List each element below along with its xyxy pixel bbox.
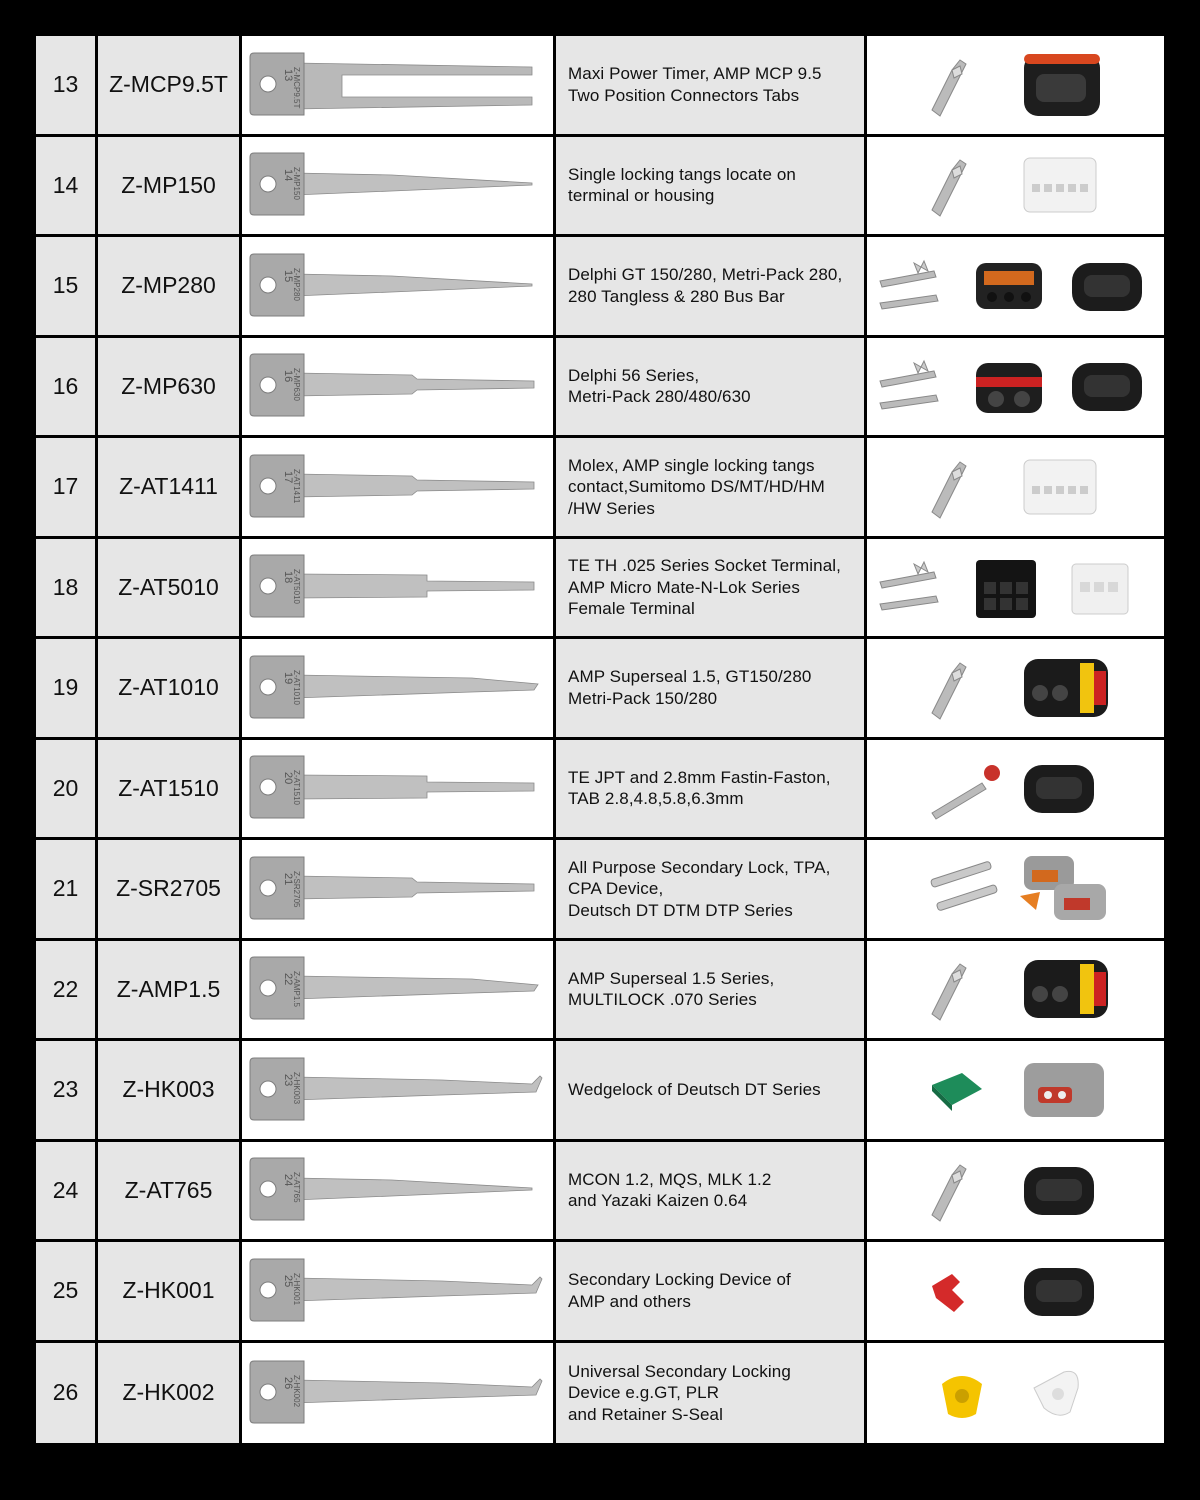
black-connector-orange-icon — [1024, 54, 1100, 116]
black-connector-icon — [1024, 765, 1094, 813]
connector-images — [867, 941, 1164, 1039]
table-row — [36, 137, 1164, 238]
extraction-tool-icon — [242, 145, 550, 225]
tool-number: 26 — [36, 1343, 98, 1444]
black-connector-icon — [1072, 263, 1142, 311]
tool-code: Z-MP630 — [98, 338, 242, 436]
description-line: TE JPT and 2.8mm Fastin-Faston, — [568, 767, 831, 787]
svg-text:Z-MCP9.5T: Z-MCP9.5T — [292, 66, 301, 109]
svg-text:Z-AT5010: Z-AT5010 — [292, 569, 301, 605]
description-line: MCON 1.2, MQS, MLK 1.2 — [568, 1169, 772, 1189]
description-line: All Purpose Secondary Lock, TPA, — [568, 857, 831, 877]
svg-text:25: 25 — [282, 1274, 294, 1287]
green-wedgelock-icon — [932, 1073, 982, 1111]
tool-number: 19 — [36, 639, 98, 737]
tool-number: 20 — [36, 740, 98, 838]
tool-image — [242, 1343, 556, 1444]
deutsch-connectors-icon — [1020, 856, 1106, 920]
table-row — [36, 438, 1164, 539]
extraction-tool-icon — [242, 849, 550, 929]
tool-description — [556, 438, 867, 536]
tool-description — [556, 237, 867, 335]
tool-image — [242, 438, 556, 536]
svg-text:Z-HK003: Z-HK003 — [292, 1071, 301, 1104]
svg-text:Z-AT1510: Z-AT1510 — [292, 770, 301, 806]
terminals-icon — [880, 361, 938, 409]
table-row — [36, 539, 1164, 640]
description-line: and Retainer S-Seal — [568, 1404, 723, 1424]
svg-text:Z-MP630: Z-MP630 — [292, 368, 301, 402]
table-row — [36, 1242, 1164, 1343]
svg-text:Z-AT1010: Z-AT1010 — [292, 669, 301, 705]
connector-icons — [922, 40, 1110, 130]
svg-text:15: 15 — [282, 269, 294, 282]
connector-images — [867, 1343, 1164, 1444]
terminals-icon — [880, 261, 938, 309]
description-line: Single locking tangs locate on — [568, 164, 796, 184]
tool-number: 25 — [36, 1242, 98, 1340]
description-line: 280 Tangless & 280 Bus Bar — [568, 286, 785, 306]
tool-code: Z-AT1010 — [98, 639, 242, 737]
svg-text:Z-HK002: Z-HK002 — [292, 1374, 301, 1407]
black-connector-icon — [1072, 363, 1142, 411]
connector-icons — [922, 844, 1110, 934]
tool-number: 16 — [36, 338, 98, 436]
tool-number: 14 — [36, 137, 98, 235]
svg-text:Z-MP280: Z-MP280 — [292, 267, 301, 301]
tool-code: Z-AT1411 — [98, 438, 242, 536]
table-row — [36, 1142, 1164, 1243]
tool-description — [556, 1242, 867, 1340]
connector-images — [867, 539, 1164, 637]
tool-description — [556, 639, 867, 737]
tool-description — [556, 941, 867, 1039]
table-row — [36, 1343, 1164, 1444]
tool-description — [556, 1142, 867, 1240]
extraction-tool-icon — [242, 45, 550, 125]
table-row — [36, 36, 1164, 137]
description-line: Metri-Pack 150/280 — [568, 688, 718, 708]
tool-table — [36, 36, 1164, 1443]
tool-code: Z-MCP9.5T — [98, 36, 242, 134]
terminal-icon — [932, 663, 966, 719]
tool-image — [242, 338, 556, 436]
connector-images — [867, 36, 1164, 134]
description-line: Delphi 56 Series, — [568, 365, 700, 385]
connector-images — [867, 438, 1164, 536]
superseal-connector-icon — [1024, 659, 1108, 717]
svg-text:19: 19 — [282, 671, 294, 684]
description-line: Metri-Pack 280/480/630 — [568, 387, 751, 407]
terminals-icon — [880, 562, 938, 610]
svg-text:Z-AT765: Z-AT765 — [292, 1172, 301, 1203]
superseal-connector-icon — [1024, 960, 1108, 1018]
tool-image — [242, 36, 556, 134]
terminal-with-seal-icon — [932, 765, 1000, 819]
extraction-tool-icon — [242, 648, 550, 728]
terminal-icon — [932, 462, 966, 518]
svg-text:Z-SR2705: Z-SR2705 — [292, 870, 301, 908]
tool-code: Z-AT765 — [98, 1142, 242, 1240]
connector-icons — [922, 1246, 1110, 1336]
white-housing-icon — [1024, 158, 1096, 212]
tool-image — [242, 840, 556, 938]
svg-text:13: 13 — [282, 68, 294, 81]
connector-images — [867, 1041, 1164, 1139]
svg-text:18: 18 — [282, 571, 294, 584]
black-connector-icon — [1024, 1167, 1094, 1215]
table-row — [36, 740, 1164, 841]
description-line: /HW Series — [568, 498, 655, 518]
tool-description — [556, 740, 867, 838]
tool-number: 23 — [36, 1041, 98, 1139]
svg-text:23: 23 — [282, 1073, 294, 1086]
tool-image — [242, 1242, 556, 1340]
extraction-tool-icon — [242, 1353, 550, 1433]
description-line: AMP Superseal 1.5 Series, — [568, 968, 775, 988]
tool-description — [556, 1041, 867, 1139]
svg-text:26: 26 — [282, 1376, 294, 1389]
tool-image — [242, 941, 556, 1039]
connector-images — [867, 237, 1164, 335]
tool-number: 15 — [36, 237, 98, 335]
tool-image — [242, 740, 556, 838]
table-row — [36, 639, 1164, 740]
description-line: Secondary Locking Device of — [568, 1270, 791, 1290]
svg-text:24: 24 — [282, 1174, 294, 1187]
tool-description — [556, 338, 867, 436]
tool-image — [242, 1142, 556, 1240]
connector-images — [867, 1142, 1164, 1240]
extraction-tool-icon — [242, 949, 550, 1029]
tool-description — [556, 840, 867, 938]
svg-text:Z-MP150: Z-MP150 — [292, 167, 301, 201]
svg-text:Z-HK001: Z-HK001 — [292, 1272, 301, 1305]
tool-code: Z-AMP1.5 — [98, 941, 242, 1039]
description-line: terminal or housing — [568, 186, 715, 206]
white-micro-connector-icon — [1072, 564, 1128, 614]
tool-code: Z-AT5010 — [98, 539, 242, 637]
terminal-icon — [932, 160, 966, 216]
tool-image — [242, 1041, 556, 1139]
description-line: AMP and others — [568, 1291, 691, 1311]
table-row — [36, 1041, 1164, 1142]
description-line: Delphi GT 150/280, Metri-Pack 280, — [568, 265, 843, 285]
terminal-icon — [932, 60, 966, 116]
tool-code: Z-AT1510 — [98, 740, 242, 838]
deutsch-connector-icon — [1024, 1063, 1104, 1117]
svg-text:22: 22 — [282, 973, 294, 986]
connector-icons — [922, 944, 1110, 1034]
tool-number: 21 — [36, 840, 98, 938]
connector-icons — [922, 1045, 1110, 1135]
connector-icons — [922, 140, 1110, 230]
table-row — [36, 840, 1164, 941]
svg-text:21: 21 — [282, 872, 294, 885]
description-line: Molex, AMP single locking tangs — [568, 455, 815, 475]
yellow-seal-icon — [942, 1376, 982, 1418]
tool-number: 24 — [36, 1142, 98, 1240]
extraction-tool-icon — [242, 547, 550, 627]
description-line: Wedgelock of Deutsch DT Series — [568, 1080, 821, 1099]
tool-image — [242, 539, 556, 637]
tool-description — [556, 36, 867, 134]
connector-icons — [874, 542, 1158, 632]
tool-code: Z-SR2705 — [98, 840, 242, 938]
connector-images — [867, 137, 1164, 235]
description-line: Deutsch DT DTM DTP Series — [568, 900, 793, 920]
red-lock-icon — [932, 1274, 964, 1312]
connector-icons — [874, 241, 1158, 331]
connector-icons — [922, 743, 1110, 833]
svg-text:20: 20 — [282, 772, 294, 785]
extraction-tool-icon — [242, 246, 550, 326]
tool-image — [242, 237, 556, 335]
description-line: MULTILOCK .070 Series — [568, 990, 757, 1010]
tool-code: Z-HK001 — [98, 1242, 242, 1340]
description-line: Two Position Connectors Tabs — [568, 85, 800, 105]
extraction-tool-icon — [242, 748, 550, 828]
connector-images — [867, 740, 1164, 838]
connector-images — [867, 840, 1164, 938]
tool-number: 17 — [36, 438, 98, 536]
svg-text:14: 14 — [282, 169, 294, 182]
tool-description — [556, 539, 867, 637]
tool-code: Z-MP280 — [98, 237, 242, 335]
black-orange-connector-icon — [976, 263, 1042, 309]
black-micro-connector-icon — [976, 560, 1036, 618]
connector-images — [867, 338, 1164, 436]
tool-number: 13 — [36, 36, 98, 134]
extraction-tool-icon — [242, 1050, 550, 1130]
white-housing-icon — [1024, 460, 1096, 514]
description-line: TE TH .025 Series Socket Terminal, — [568, 556, 841, 575]
description-line: AMP Superseal 1.5, GT150/280 — [568, 667, 812, 687]
description-line: Female Terminal — [568, 599, 695, 618]
tool-description — [556, 1343, 867, 1444]
pins-icon — [930, 861, 997, 911]
table-row — [36, 941, 1164, 1042]
connector-icons — [922, 1348, 1110, 1438]
terminal-icon — [932, 1165, 966, 1221]
svg-text:16: 16 — [282, 370, 294, 383]
svg-text:Z-AT1411: Z-AT1411 — [292, 468, 301, 504]
connector-icons — [922, 442, 1110, 532]
svg-text:Z-AMP1.5: Z-AMP1.5 — [292, 971, 301, 1008]
extraction-tool-icon — [242, 1150, 550, 1230]
extraction-tool-icon — [242, 1251, 550, 1331]
tool-number: 18 — [36, 539, 98, 637]
tool-code: Z-HK002 — [98, 1343, 242, 1444]
table-row — [36, 237, 1164, 338]
description-line: Device e.g.GT, PLR — [568, 1383, 720, 1402]
tool-image — [242, 639, 556, 737]
extraction-tool-icon — [242, 447, 550, 527]
tool-code: Z-MP150 — [98, 137, 242, 235]
description-line: AMP Micro Mate-N-Lok Series — [568, 577, 800, 597]
table-row — [36, 338, 1164, 439]
description-line: contact,Sumitomo DS/MT/HD/HM — [568, 477, 825, 496]
connector-icons — [922, 1145, 1110, 1235]
description-line: CPA Device, — [568, 879, 664, 898]
description-line: and Yazaki Kaizen 0.64 — [568, 1191, 748, 1211]
black-red-connector-icon — [976, 363, 1042, 413]
connector-images — [867, 639, 1164, 737]
connector-icons — [922, 643, 1110, 733]
tool-description — [556, 137, 867, 235]
connector-icons — [874, 341, 1158, 431]
extraction-tool-icon — [242, 346, 550, 426]
description-line: Universal Secondary Locking — [568, 1361, 791, 1381]
description-line: TAB 2.8,4.8,5.8,6.3mm — [568, 789, 744, 809]
connector-images — [867, 1242, 1164, 1340]
tool-image — [242, 137, 556, 235]
tool-code: Z-HK003 — [98, 1041, 242, 1139]
svg-text:17: 17 — [282, 470, 294, 483]
white-retainer-icon — [1034, 1371, 1078, 1415]
black-connector-icon — [1024, 1268, 1094, 1316]
terminal-icon — [932, 964, 966, 1020]
description-line: Maxi Power Timer, AMP MCP 9.5 — [568, 64, 822, 84]
tool-number: 22 — [36, 941, 98, 1039]
